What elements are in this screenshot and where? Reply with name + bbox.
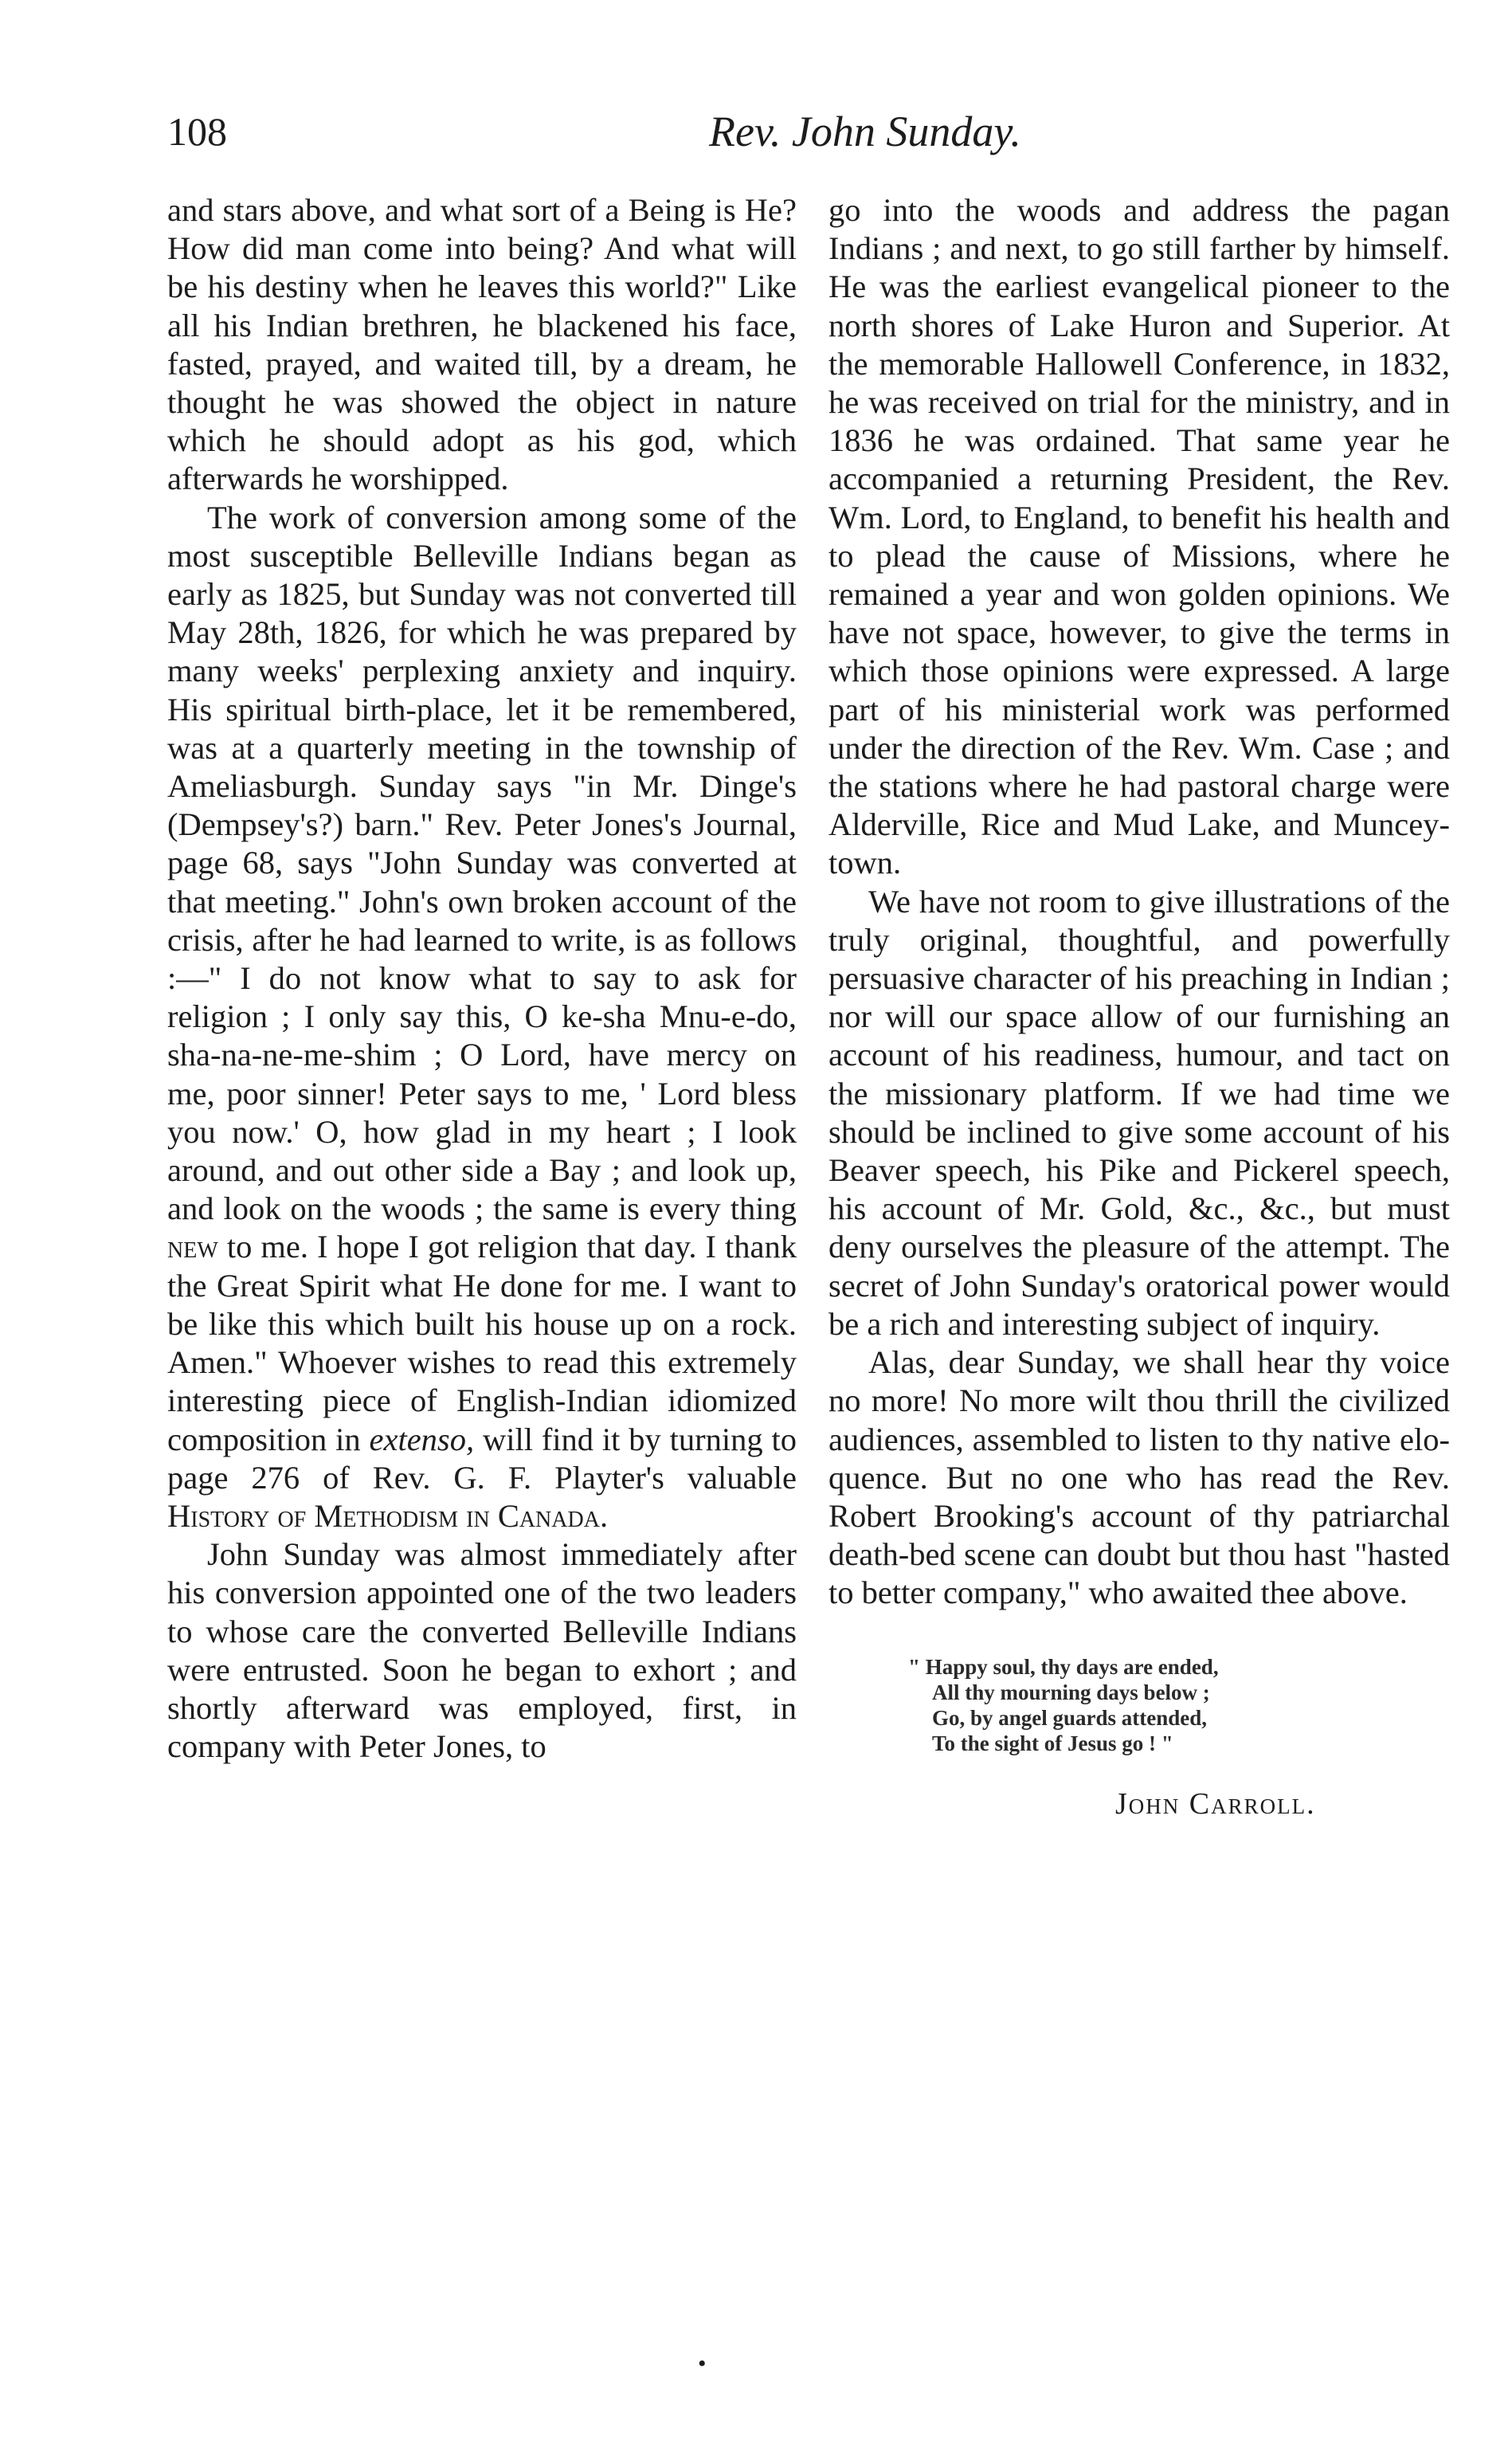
paragraph <box>167 499 797 1535</box>
paragraph-text: . <box>599 1497 609 1534</box>
paragraph-text: The work of conversion among some of the most susceptible Belleville Indians began as early as 1825, but Sunday was not converted till May 28th, 1826, for which he was prepared by many weeks' perplexing anxiety and inquiry. His spiritual birth-place, let it be remembered, was at a quarterly meeting in the township of Ameliasburgh. Sunday says "in Mr. Dinge's (Dempsey's?) barn." Rev. Peter Jones's Journal, page 68, says "John Sunday was converted at that meeting." John's own broken account of the crisis, after he had learned to write, is as follows :—" I do not know what to say to ask for religion ; I only say this, O ke-sha Mnu-e-do, sha-na-ne-me-shim ; O Lord, have mercy on me, poor sinner! Peter says to me, ' Lord bless you now.' O, how glad in my heart ; I look around, and out other side a Bay ; and look up, and look on the woods ; the same is every thing <box>167 499 797 1227</box>
poem-line: Go, by angel guards attended, <box>932 1705 1208 1730</box>
paragraph: go into the woods and address the pagan Indians ; and next, to go still farther by himself. He was the earliest evangelical pioneer to the north shores of Lake Huron and Superior. At the memorable Hallowell Conference, in 1832, he was received on trial for the ministry, and in 1836 he was ordained. That same year he accompanied a returning President, the Rev. Wm. Lord, to England, to benefit his health and to plead the cause of Missions, where he remained a year and won golden opinions. We have not space, however, to give the terms in which those opinions were expressed. A large part of his ministerial work was performed under the direction of the Rev. Wm. Case ; and the stations where he had pastoral charge were Alderville, Rice and Mud Lake, and Muncey-town. <box>828 192 1450 881</box>
author-signature: John Carroll. <box>1115 1786 1316 1821</box>
page-header <box>167 96 1442 167</box>
paragraph-text: will find it by turning to page 276 of Rev. G. F. Playter's valuable <box>167 1421 797 1496</box>
italic-term: extenso, <box>369 1421 475 1457</box>
paragraph: Alas, dear Sunday, we shall hear thy voice no more! No more wilt thou thrill the civilized audiences, assembled to listen to thy native eloquence. But no one who has read the Rev. Robert Brooking's account of thy patriarchal death-bed scene can doubt but thou hast "hasted to better company," who awaited thee above. <box>828 1344 1450 1611</box>
paragraph-text: to me. I hope I got religion that day. I thank the Great Spirit what He done for me. I want to be like this which built his house up on a rock. Amen." Whoever wishes to read this extremely interesting piece of English-Indian idiomized composition in <box>167 1229 797 1457</box>
left-column <box>167 191 797 1766</box>
poem-quote <box>908 1654 1450 1756</box>
footer-mark: • <box>698 2351 707 2377</box>
book-title: History of Methodism in Canada <box>167 1497 600 1534</box>
page-number: 108 <box>167 109 227 154</box>
poem-line: " Happy soul, thy days are ended, <box>908 1654 1219 1679</box>
running-head: Rev. John Sunday. <box>709 108 1021 155</box>
right-column <box>828 191 1450 1823</box>
poem-line: All thy mourning days below ; <box>932 1680 1210 1704</box>
paragraph: We have not room to give illustrations of the truly original, thoughtful, and powerfully persuasive character of his preaching in Indian ; nor will our space allow of our furnishing an account of his readiness, humour, and tact on the missionary platform. If we had time we should be inclined to give some account of his Beaver speech, his Pike and Pickerel speech, his account of Mr. Gold, &c., &c., but must deny ourselves the pleasure of the attempt. The secret of John Sunday's oratorical power would be a rich and interesting subject of inquiry. <box>828 883 1450 1342</box>
paragraph: John Sunday was almost immediately after his conversion appointed one of the two leaders to whose care the converted Belleville Indians were entrusted. Soon he began to exhort ; and shortly afterward was employed, first, in company with Peter Jones, to <box>167 1536 797 1765</box>
poem-line: To the sight of Jesus go ! " <box>932 1731 1173 1755</box>
paragraph: and stars above, and what sort of a Being is He? How did man come into being? And what will be his destiny when he leaves this world?" Like all his Indian brethren, he blackened his face, fasted, prayed, and waited till, by a dream, he thought he was showed the object in nature which he should adopt as his god, which afterwards he worshipped. <box>167 192 797 497</box>
small-caps-word: new <box>167 1229 218 1265</box>
